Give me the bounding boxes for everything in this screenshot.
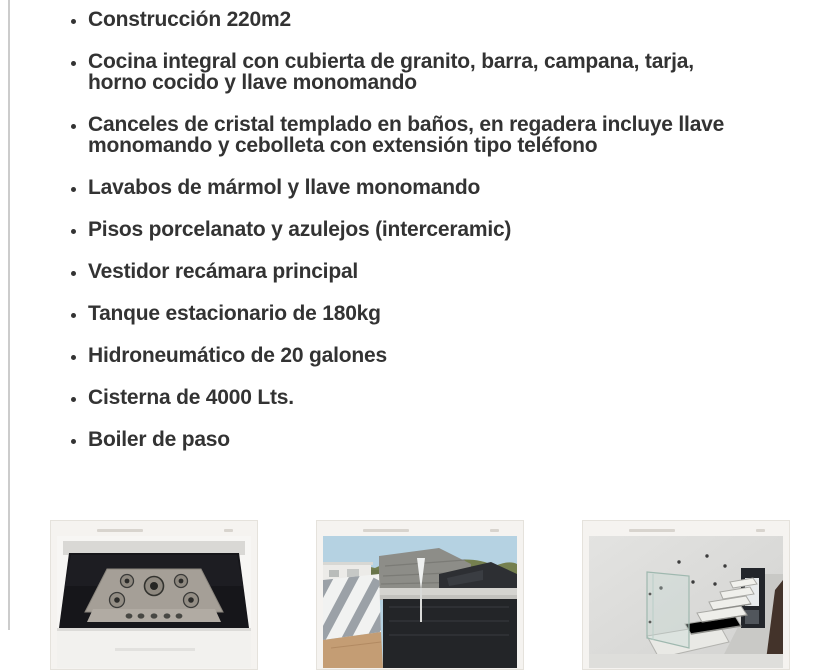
watermark-mark	[97, 529, 143, 532]
feature-item: • Canceles de cristal templado en baños, en regadera incluye llave monomando y cebolleta con extensión tipo teléfono	[88, 114, 748, 156]
gas-cooktop-photo	[57, 536, 251, 668]
watermark-mark	[490, 529, 499, 532]
feature-item: • Pisos porcelanato y azulejos (interceramic)	[88, 219, 748, 240]
feature-item: • Hidroneumático de 20 galones	[88, 345, 748, 366]
gallery-thumbnail-cooktop[interactable]	[50, 520, 258, 670]
thumbnail-watermark	[323, 524, 517, 536]
feature-item: • Tanque estacionario de 180kg	[88, 303, 748, 324]
feature-item: • Lavabos de mármol y llave monomando	[88, 177, 748, 198]
gallery-thumbnail-staircase[interactable]	[582, 520, 790, 670]
rooftop-terrace-photo	[323, 536, 517, 668]
feature-item: • Vestidor recámara principal	[88, 261, 748, 282]
thumbnail-watermark	[57, 524, 251, 536]
feature-item: • Cocina integral con cubierta de granito, barra, campana, tarja, horno cocido y llave monomando	[88, 51, 748, 93]
thumbnail-watermark	[589, 524, 783, 536]
watermark-mark	[224, 529, 233, 532]
feature-item: • Cisterna de 4000 Lts.	[88, 387, 748, 408]
gallery-thumbnail-terrace[interactable]	[316, 520, 524, 670]
feature-item: • Construcción 220m2	[88, 9, 748, 30]
watermark-mark	[756, 529, 765, 532]
left-border-rule	[8, 0, 10, 630]
photo-gallery	[50, 520, 790, 670]
feature-item: • Boiler de paso	[88, 429, 748, 450]
watermark-mark	[363, 529, 409, 532]
watermark-mark	[629, 529, 675, 532]
staircase-photo	[589, 536, 783, 668]
